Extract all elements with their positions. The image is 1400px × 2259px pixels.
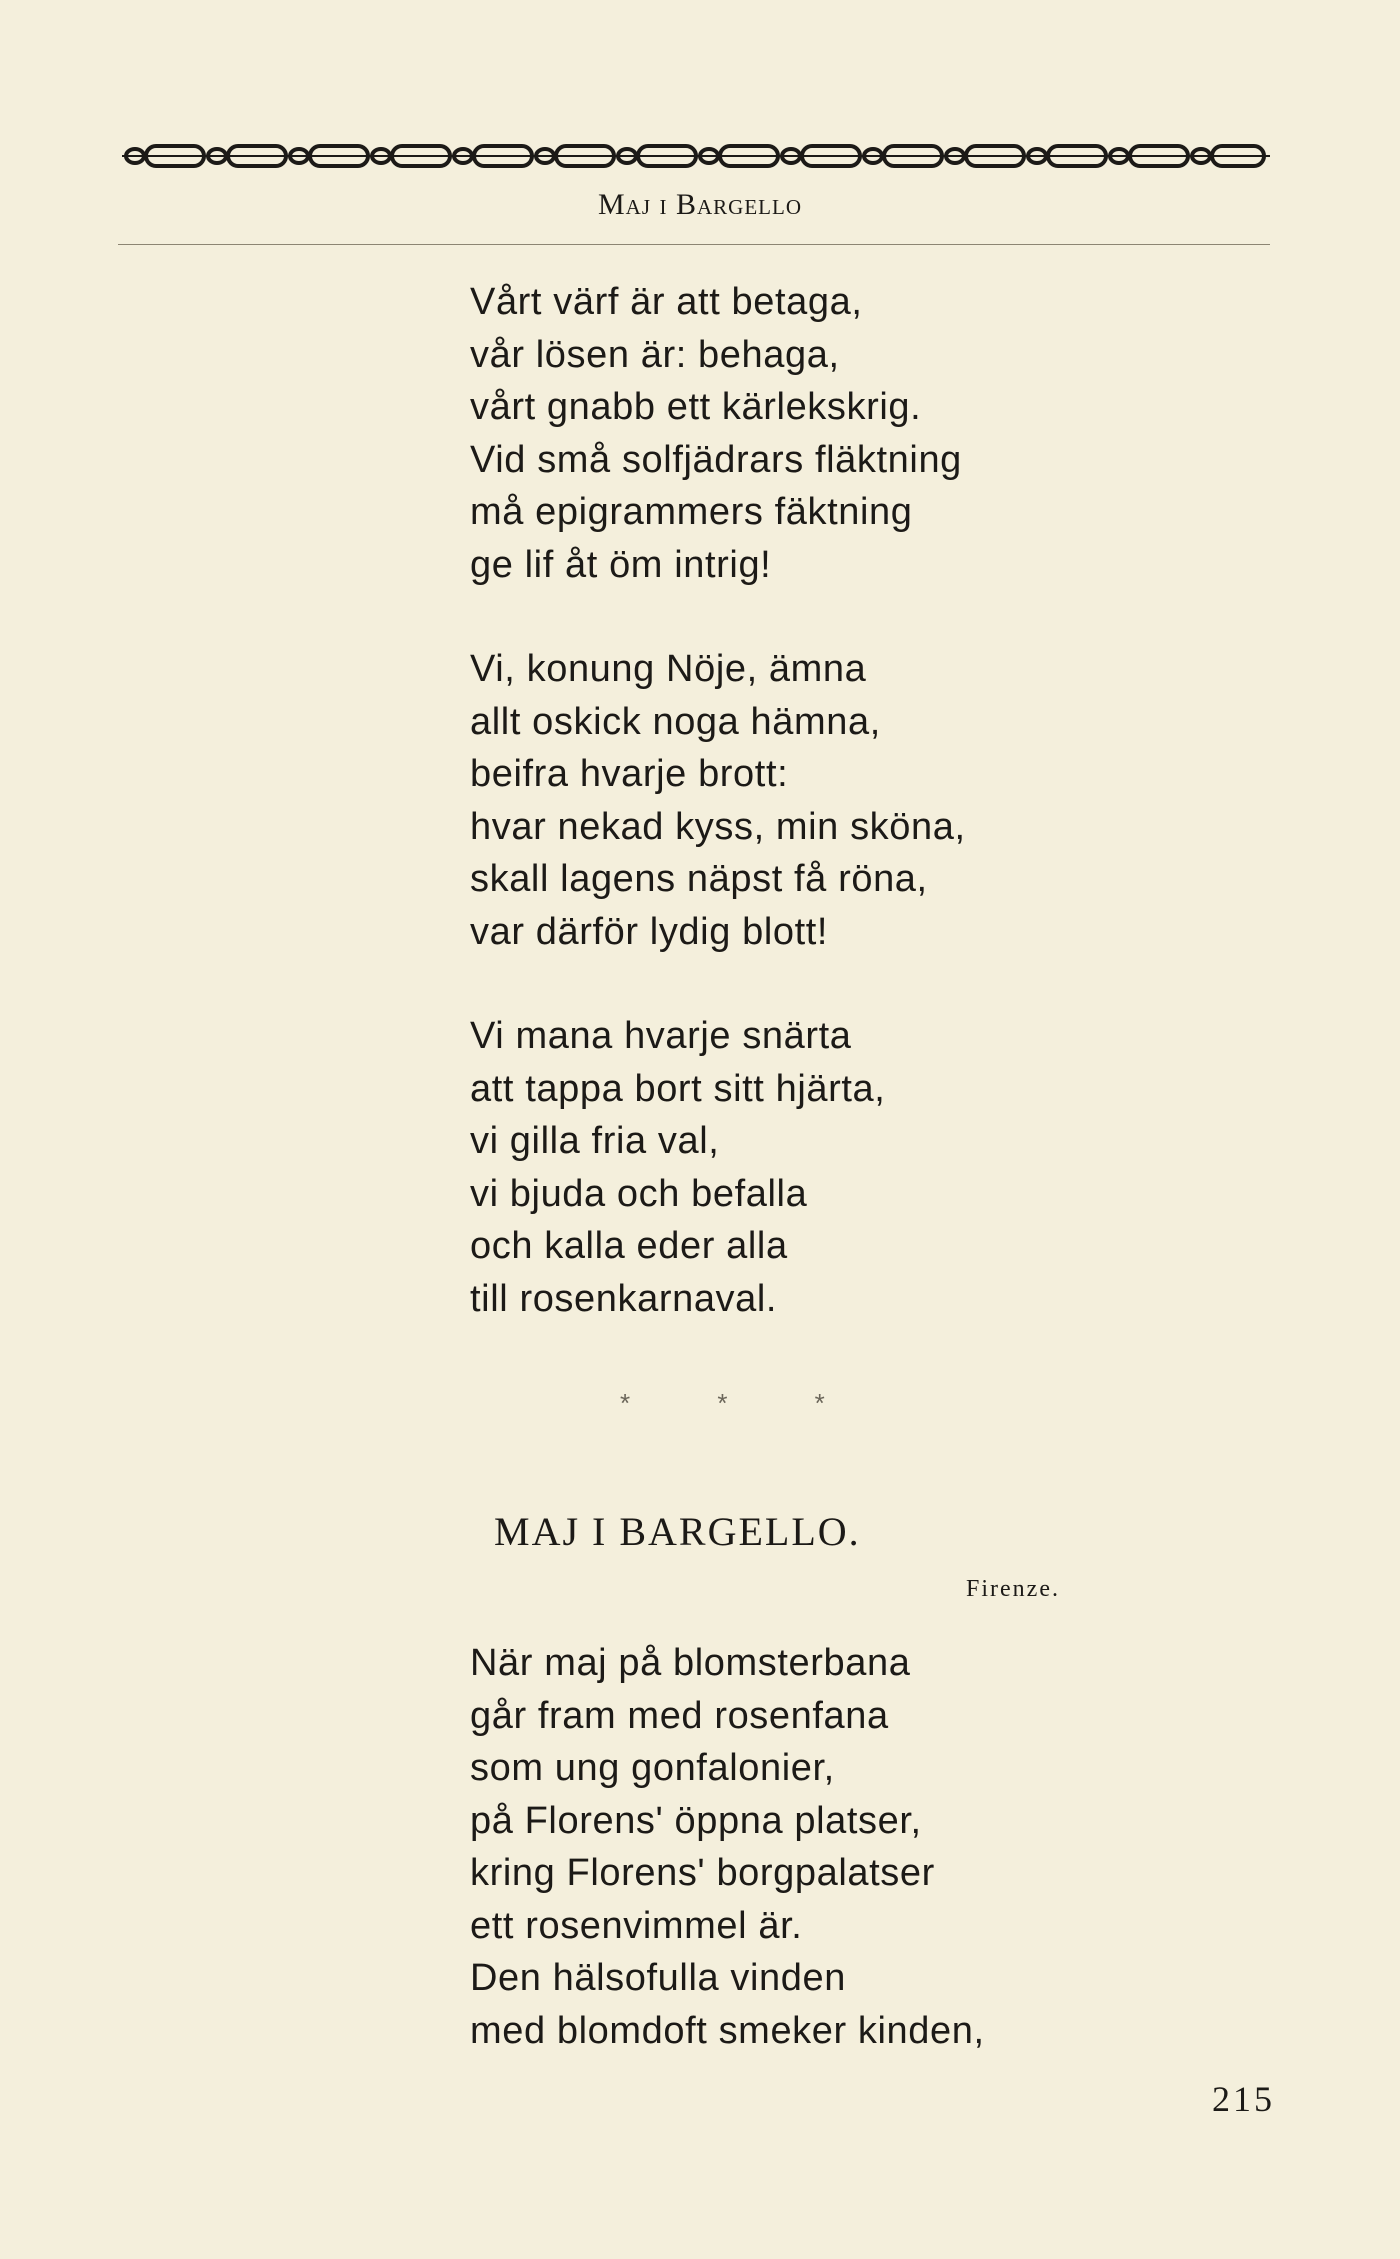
verse-line: Vi, konung Nöje, ämna [470, 648, 867, 690]
verse-line: När maj på blomsterbana [470, 1642, 911, 1684]
verse-line: skall lagens näpst få röna, [470, 858, 928, 900]
verse-line: med blomdoft smeker kinden, [470, 2009, 985, 2052]
verse-line: hvar nekad kyss, min sköna, [470, 805, 966, 848]
verse-line: Vårt värf är att betaga, [470, 281, 863, 323]
verse-line: Vi mana hvarje snärta [470, 1015, 852, 1057]
stanza-1 [470, 276, 962, 591]
page-number: 215 [1212, 2079, 1275, 2119]
verse-line: vårt gnabb ett kärlekskrig. [470, 386, 922, 428]
running-head-word-2: i [659, 188, 668, 221]
verse-line: vi gilla fria val, [470, 1120, 720, 1162]
verse-line: till rosenkarnaval. [470, 1277, 778, 1320]
verse-line: allt oskick noga hämna, [470, 700, 881, 743]
verse-line: Vid små solfjädrars fläktning [470, 438, 962, 481]
poem-stanza [470, 1637, 985, 2057]
verse-line: på Florens' öppna platser, [470, 1799, 922, 1842]
verse-line: var därför lydig blott! [470, 910, 829, 953]
stanza-3 [470, 1010, 885, 1325]
verse-line: och kalla eder alla [470, 1225, 788, 1267]
verse-line: ge lif åt öm intrig! [470, 543, 772, 586]
verse-line: ett rosenvimmel är. [470, 1904, 803, 1947]
poem-place: Firenze. [966, 1576, 1060, 1602]
verse-line: vi bjuda och befalla [470, 1172, 808, 1215]
verse-line: kring Florens' borgpalatser [470, 1852, 935, 1894]
verse-line: som ung gonfalonier, [470, 1747, 835, 1789]
verse-line: beifra hvarje brott: [470, 753, 789, 795]
stanza-2 [470, 643, 966, 958]
running-head-word-1: Maj [597, 188, 651, 221]
section-separator: * * * [620, 1388, 865, 1418]
running-head-word-3: Bargello [676, 188, 802, 221]
verse-line: går fram med rosenfana [470, 1694, 889, 1737]
verse-line: att tappa bort sitt hjärta, [470, 1067, 886, 1110]
running-head [0, 188, 1400, 222]
verse-line: vår lösen är: behaga, [470, 333, 840, 376]
verse-line: Den hälsofulla vinden [470, 1957, 846, 1999]
poem-title: MAJ I BARGELLO. [494, 1509, 861, 1554]
chain-border-ornament [122, 138, 1270, 174]
header-rule [118, 244, 1270, 245]
verse-line: må epigrammers fäktning [470, 491, 913, 533]
